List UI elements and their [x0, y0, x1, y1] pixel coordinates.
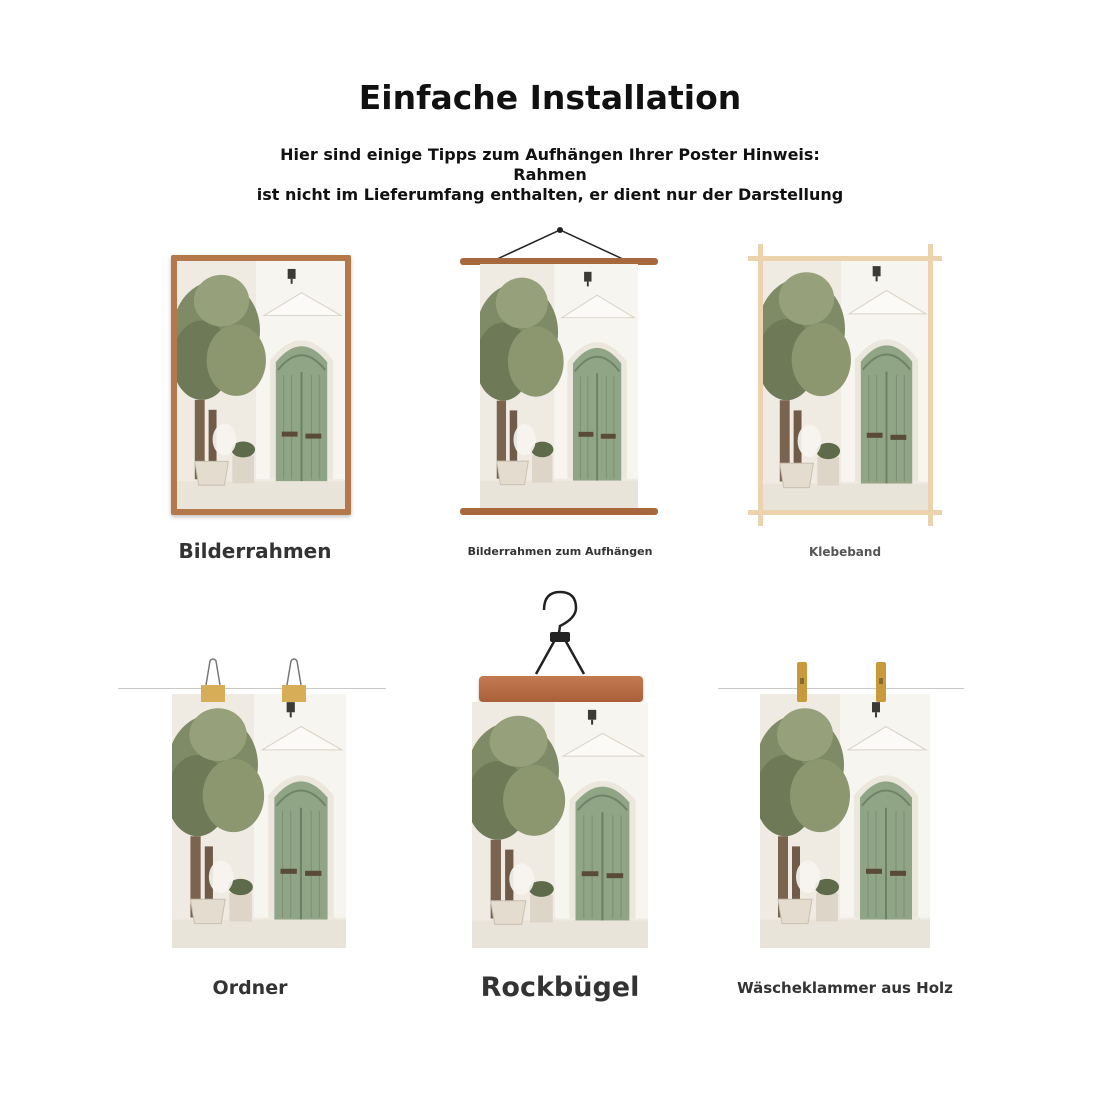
- label-binder-clip: Ordner: [212, 977, 288, 999]
- tape-strip-right: [928, 244, 933, 526]
- hanger-icon: [522, 588, 598, 680]
- subtitle-line-2: ist nicht im Lieferumfang enthalten, er dient nur der Darstellung: [256, 185, 844, 204]
- label-poster-hanger: Bilderrahmen zum Aufhängen: [467, 545, 653, 558]
- hanging-line: [718, 688, 964, 689]
- door-poster-image: [172, 694, 346, 948]
- page-subtitle: [250, 145, 850, 205]
- hanging-line: [118, 688, 386, 689]
- page-title: Einfache Installation: [358, 78, 742, 117]
- door-poster-image: [760, 694, 930, 948]
- clothespin-icon: [794, 660, 810, 704]
- label-skirt-hanger: Rockbügel: [480, 972, 640, 1003]
- label-picture-frame: Bilderrahmen: [178, 539, 332, 563]
- door-poster-image: [472, 702, 648, 948]
- binder-clip-icon: [279, 655, 309, 705]
- subtitle-line-1: Hier sind einige Tipps zum Aufhängen Ihrer Poster Hinweis: Rahmen: [280, 145, 820, 184]
- label-tape: Klebeband: [808, 545, 882, 559]
- tape-strip-bottom: [748, 510, 942, 515]
- wooden-hanger-bar: [479, 676, 643, 702]
- bottom-wood-bar: [460, 508, 658, 515]
- door-poster-image: [762, 258, 930, 512]
- door-poster-image: [480, 264, 638, 508]
- label-clothespin: Wäscheklammer aus Holz: [737, 979, 953, 997]
- binder-clip-icon: [198, 655, 228, 705]
- tape-strip-top: [748, 256, 942, 261]
- door-poster-image: [177, 261, 345, 509]
- clothespin-icon: [873, 660, 889, 704]
- tape-strip-left: [758, 244, 763, 526]
